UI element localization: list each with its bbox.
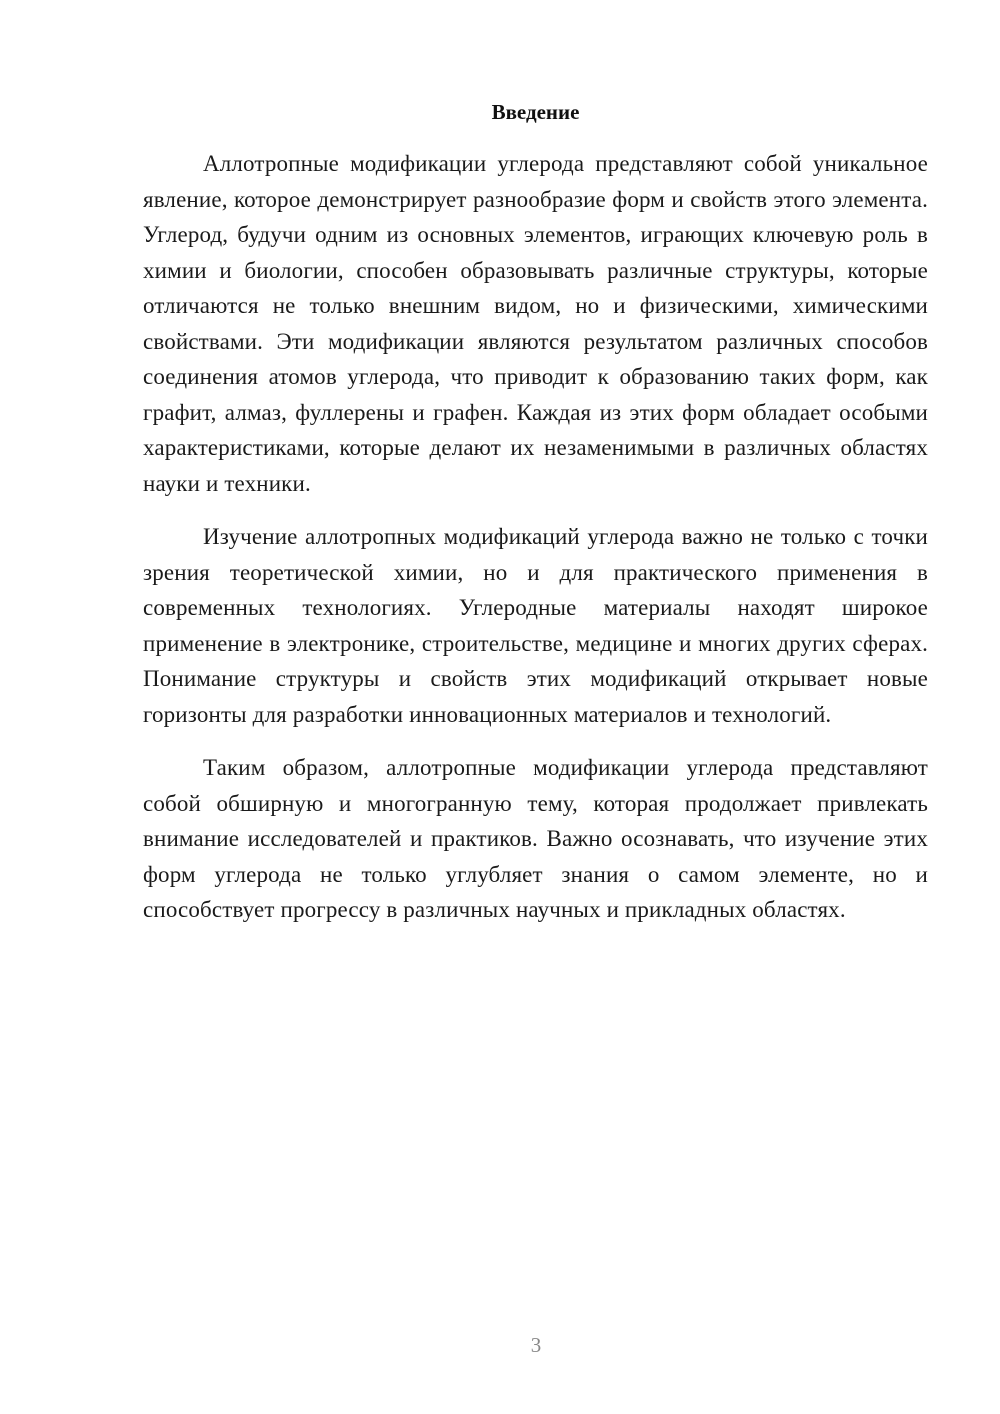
section-heading: Введение	[491, 100, 580, 124]
paragraph-3: Таким образом, аллотропные модификации углерода представляют собой обширную и многогранную тему, которая продолжает привлекать внимание исследователей и практиков. Важно осознавать, что изучение этих форм углерода не только углубляет знания о самом элементе, но и способствует прогрессу в различных научных и прикладных областях.	[143, 755, 928, 922]
document-body	[143, 98, 928, 946]
page-number: 3	[530, 1333, 542, 1357]
paragraph-1: Аллотропные модификации углерода представляют собой уникальное явление, которое демонстрирует разнообразие форм и свойств этого элемента. Углерод, будучи одним из основных элементов, играющих ключевую роль в химии и биологии, способен образовывать различные структуры, которые отличаются не только внешним видом, но и физическими, химическими свойствами. Эти модификации являются результатом различных способов соединения атомов углерода, что приводит к образованию таких форм, как графит, алмаз, фуллерены и графен. Каждая из этих форм обладает особыми характеристиками, которые делают их незаменимыми в различных областях науки и техники.	[143, 151, 928, 496]
paragraph-2: Изучение аллотропных модификаций углерода важно не только с точки зрения теоретической химии, но и для практического применения в современных технологиях. Углеродные материалы находят широкое применение в электронике, строительстве, медицине и многих других сферах. Понимание структуры и свойств этих модификаций открывает новые горизонты для разработки инновационных материалов и технологий.	[143, 524, 928, 727]
